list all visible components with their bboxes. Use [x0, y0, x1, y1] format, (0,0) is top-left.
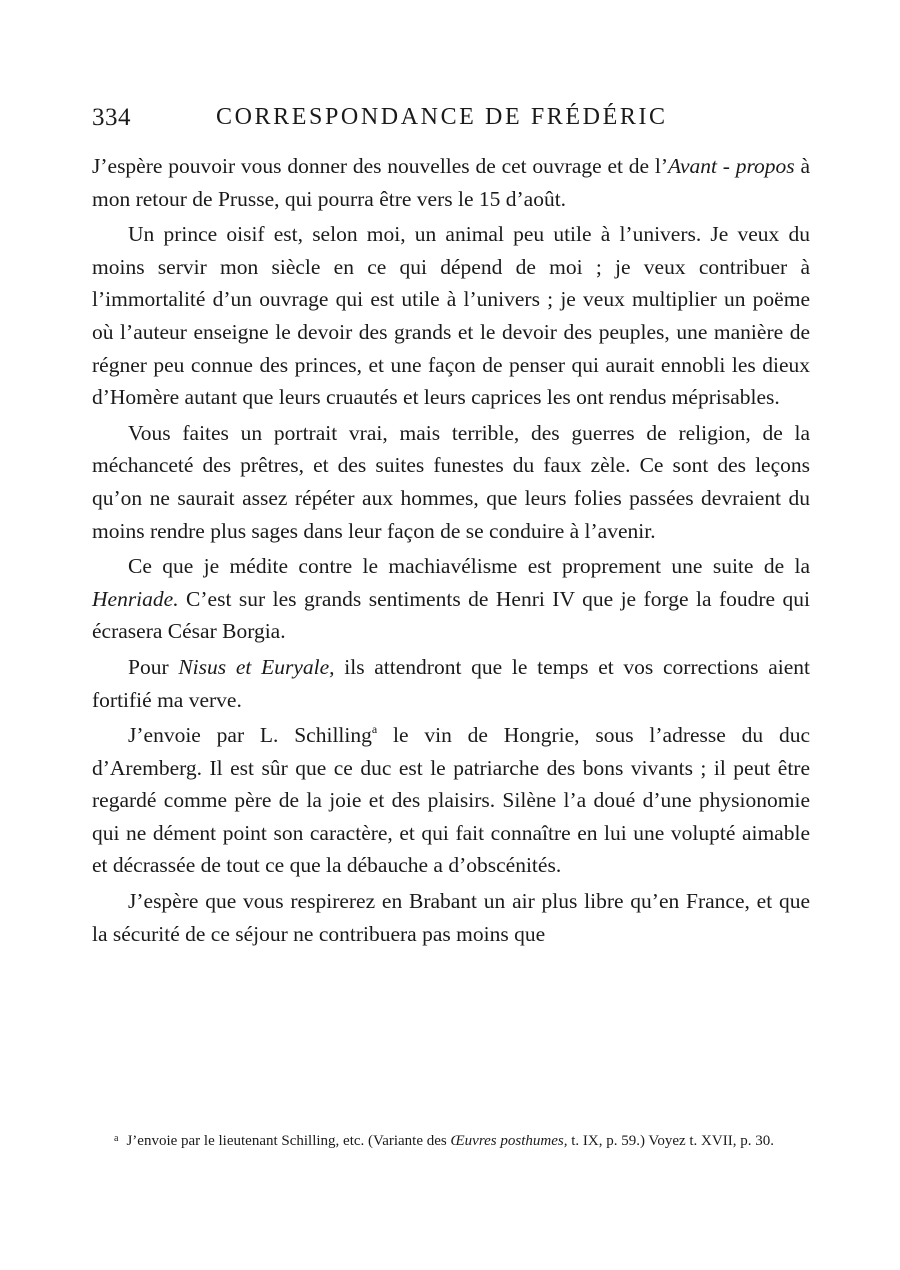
paragraph-5 — [92, 651, 810, 716]
paragraph-1 — [92, 150, 810, 215]
running-head: CORRESPONDANCE DE FRÉDÉRIC — [216, 104, 668, 130]
paragraph-1-rest: à mon retour de Prusse, qui pourra être vers le 15 d’août. — [92, 154, 810, 211]
paragraph-7: J’espère que vous respirerez en Brabant un air plus libre qu’en France, et que la sécurité de ce séjour ne contribuera pas moins que — [92, 889, 810, 946]
footnote-text-end: t. IX, p. 59.) Voyez t. XVII, p. 30. — [567, 1133, 774, 1149]
paragraph-4-italic: Henriade. — [92, 586, 179, 611]
paragraph-1-italic: Avant - propos — [668, 154, 795, 178]
paragraph-1-text: J’espère pouvoir vous donner des nouvelles de cet ouvrage et de l’ — [92, 154, 668, 178]
letter-body — [92, 150, 810, 953]
paragraph-6 — [92, 719, 810, 882]
paragraph-5-text: Pour — [128, 654, 179, 679]
paragraph-3: Vous faites un portrait vrai, mais terrible, des guerres de religion, de la méchanceté des prêtres, et des suites funestes du faux zèle. Ce sont des leçons qu’on ne saurait assez répéter aux hommes, que leurs folies passées devraient du moins rendre plus sages dans leur façon de se conduire à l’avenir. — [92, 420, 810, 543]
page-number: 334 — [92, 104, 131, 131]
paragraph-6-text: J’envoie par L. Schilling — [128, 723, 372, 748]
paragraph-2: Un prince oisif est, selon moi, un animal peu utile à l’univers. Je veux du moins servir mon siècle en ce qui dépend de moi ; je veux contribuer à l’immortalité d’un ouvrage qui est utile à l’univers ; je veux multiplier un poëme où l’auteur enseigne le devoir des grands et le devoir des peuples, une manière de régner peu connue des princes, et une façon de penser qui aurait ennobli les dieux d’Homère autant que leurs cruautés et leurs caprices les ont rendus méprisables. — [92, 222, 810, 410]
footnote-mark: a — [114, 1133, 119, 1144]
footnote — [92, 1128, 810, 1152]
page-header — [92, 104, 810, 138]
paragraph-5-rest: ils attendront que le temps et vos corrections aient fortifié ma verve. — [92, 654, 811, 712]
paragraph-5-italic: Nisus et Euryale, — [178, 654, 335, 679]
paragraph-4-text: Ce que je médite contre le machiavélisme est proprement une suite de la — [128, 554, 810, 579]
footnote-italic: Œuvres posthumes, — [450, 1133, 568, 1149]
footnote-reference: a — [371, 722, 378, 737]
footnote-text — [92, 1128, 810, 1152]
paragraph-4 — [92, 550, 810, 648]
paragraph-6-rest: le vin de Hongrie, sous l’adresse du duc d’Aremberg. Il est sûr que ce duc est le patriarche des bons vivants ; il peut être regardé comme père de la joie et des plaisirs. Silène l’a doué d’une physionomie qui ne dément point son caractère, et qui fait connaître en lui une volupté aimable et décrassée de tout ce que la débauche a d’obscénités. — [92, 723, 810, 878]
paragraph-4-rest: C’est sur les grands sentiments de Henri IV que je forge la foudre qui écrasera César Borgia. — [92, 586, 810, 644]
footnote-text-start: J’envoie par le lieutenant Schilling, etc. (Variante des — [126, 1133, 451, 1149]
